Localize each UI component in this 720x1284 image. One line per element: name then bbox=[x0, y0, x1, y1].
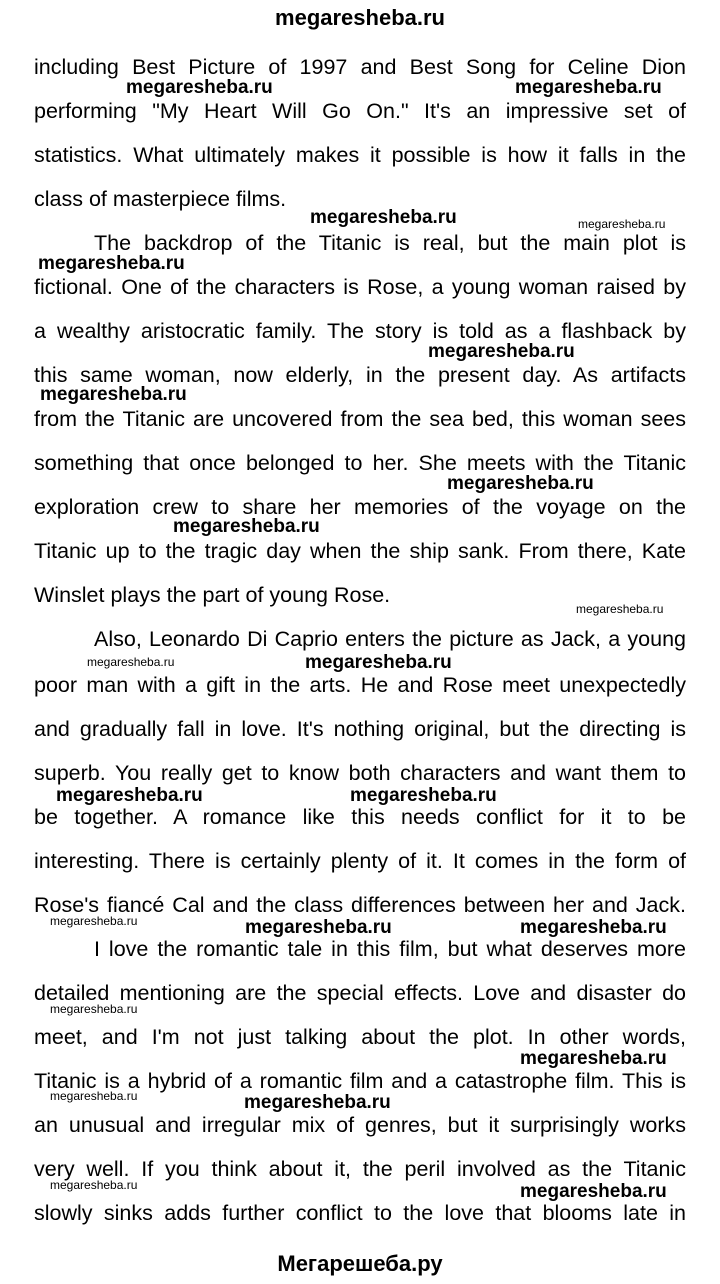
text-line: interesting. There is certainly plenty of it. It comes in the form of bbox=[34, 849, 686, 873]
watermark: megaresheba.ru bbox=[173, 516, 320, 537]
text-line: exploration crew to share her memories of the voyage on the bbox=[34, 495, 686, 519]
text-line: including Best Picture of 1997 and Best Song for Celine Dion bbox=[34, 55, 686, 79]
text-line: The backdrop of the Titanic is real, but the main plot is bbox=[94, 231, 686, 255]
text-line: fictional. One of the characters is Rose, a young woman raised by bbox=[34, 275, 686, 299]
text-line: slowly sinks adds further conflict to the love that blooms late in bbox=[34, 1201, 686, 1225]
text-line: statistics. What ultimately makes it possible is how it falls in the bbox=[34, 143, 686, 167]
watermark: megaresheba.ru bbox=[578, 217, 666, 231]
watermark: megaresheba.ru bbox=[447, 473, 594, 494]
watermark: megaresheba.ru bbox=[520, 917, 667, 938]
watermark: megaresheba.ru bbox=[87, 655, 175, 669]
page-header-watermark: megaresheba.ru bbox=[275, 5, 445, 30]
text-line: Winslet plays the part of young Rose. bbox=[34, 583, 391, 607]
text-line: poor man with a gift in the arts. He and Rose meet unexpectedly bbox=[34, 673, 686, 697]
text-line: Rose's fiancé Cal and the class differences between her and Jack. bbox=[34, 893, 686, 917]
text-line: I love the romantic tale in this film, but what deserves more bbox=[94, 937, 686, 961]
text-line: superb. You really get to know both characters and want them to bbox=[34, 761, 686, 785]
text-line: Titanic is a hybrid of a romantic film and a catastrophe film. This is bbox=[34, 1069, 686, 1093]
text-line: Also, Leonardo Di Caprio enters the picture as Jack, a young bbox=[94, 627, 686, 651]
watermark: megaresheba.ru bbox=[38, 253, 185, 274]
text-line: be together. A romance like this needs conflict for it to be bbox=[34, 805, 686, 829]
watermark: megaresheba.ru bbox=[50, 1178, 138, 1192]
watermark: megaresheba.ru bbox=[520, 1048, 667, 1069]
watermark: megaresheba.ru bbox=[245, 917, 392, 938]
text-line: a wealthy aristocratic family. The story is told as a flashback by bbox=[34, 319, 686, 343]
text-line: meet, and I'm not just talking about the plot. In other words, bbox=[34, 1025, 686, 1049]
watermark: megaresheba.ru bbox=[244, 1092, 391, 1113]
page-footer-watermark: Мегарешеба.ру bbox=[277, 1251, 443, 1276]
text-line: and gradually fall in love. It's nothing original, but the directing is bbox=[34, 717, 686, 741]
watermark: megaresheba.ru bbox=[428, 341, 575, 362]
text-line: from the Titanic are uncovered from the sea bed, this woman sees bbox=[34, 407, 686, 431]
text-line: very well. If you think about it, the peril involved as the Titanic bbox=[34, 1157, 686, 1181]
text-line: this same woman, now elderly, in the present day. As artifacts bbox=[34, 363, 686, 387]
watermark: megaresheba.ru bbox=[520, 1181, 667, 1202]
watermark: megaresheba.ru bbox=[310, 207, 457, 228]
text-line: performing "My Heart Will Go On." It's an impressive set of bbox=[34, 99, 686, 123]
text-line: class of masterpiece films. bbox=[34, 187, 287, 211]
text-line: detailed mentioning are the special effects. Love and disaster do bbox=[34, 981, 686, 1005]
text-line: Titanic up to the tragic day when the ship sank. From there, Kate bbox=[34, 539, 686, 563]
watermark: megaresheba.ru bbox=[56, 785, 203, 806]
watermark: megaresheba.ru bbox=[50, 914, 138, 928]
watermark: megaresheba.ru bbox=[50, 1089, 138, 1103]
watermark: megaresheba.ru bbox=[126, 77, 273, 98]
watermark: megaresheba.ru bbox=[40, 384, 187, 405]
watermark: megaresheba.ru bbox=[515, 77, 662, 98]
watermark: megaresheba.ru bbox=[350, 785, 497, 806]
text-line: something that once belonged to her. She meets with the Titanic bbox=[34, 451, 686, 475]
watermark: megaresheba.ru bbox=[50, 1002, 138, 1016]
watermark: megaresheba.ru bbox=[576, 602, 664, 616]
text-line: an unusual and irregular mix of genres, but it surprisingly works bbox=[34, 1113, 686, 1137]
watermark: megaresheba.ru bbox=[305, 652, 452, 673]
